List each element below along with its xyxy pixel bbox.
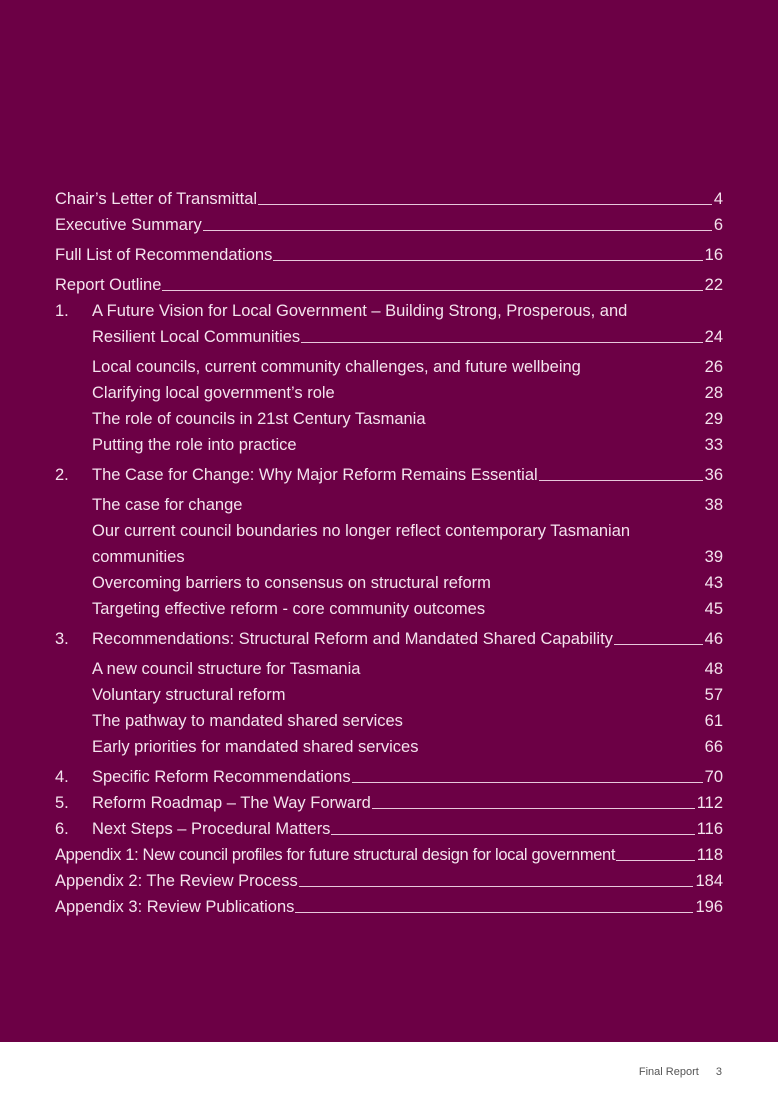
toc-subentry-title: The pathway to mandated shared services: [92, 712, 403, 730]
toc-entry-title: Chair’s Letter of Transmittal: [55, 190, 258, 208]
toc-chapter-5[interactable]: [55, 788, 723, 814]
toc-entry-executive-summary[interactable]: [55, 210, 723, 236]
toc-entry-title: Appendix 1: New council profiles for future structural design for local government: [55, 846, 616, 864]
toc-subentry-title: Local councils, current community challenges, and future wellbeing: [92, 358, 581, 376]
dot-leader: [616, 860, 695, 861]
toc-entry-page: 24: [704, 328, 723, 346]
footer-page-number: 3: [715, 1066, 722, 1078]
toc-subentry[interactable]: [55, 594, 723, 620]
toc-entry-letter[interactable]: [55, 184, 723, 210]
toc-entry-title: Executive Summary: [55, 216, 202, 234]
toc-subentry-page: 28: [704, 384, 723, 402]
toc-chapter-2[interactable]: [55, 460, 723, 486]
chapter-number: 6.: [55, 820, 69, 838]
toc-entry-title: Appendix 2: The Review Process: [55, 872, 298, 890]
toc-subentry-title: Overcoming barriers to consensus on structural reform: [92, 574, 491, 592]
chapter-number: 5.: [55, 794, 69, 812]
toc-entry-title: Specific Reform Recommendations: [92, 768, 351, 786]
toc-subentry-title: Putting the role into practice: [92, 436, 297, 454]
dot-leader: [539, 480, 703, 481]
toc-subentry-title: The case for change: [92, 496, 243, 514]
toc-subentry[interactable]: [55, 490, 723, 516]
toc-entry-page: 112: [696, 794, 723, 812]
toc-entry-page: 16: [704, 246, 723, 264]
toc-entry-page: 22: [704, 276, 723, 294]
toc-subentry-page: 66: [704, 738, 723, 756]
toc-entry-page: 196: [695, 898, 723, 916]
dot-leader: [331, 834, 694, 835]
toc-entry-report-outline[interactable]: [55, 270, 723, 296]
toc-entry-title: The Case for Change: Why Major Reform Remains Essential: [92, 466, 538, 484]
toc-chapter-1-line1[interactable]: [55, 296, 723, 322]
toc-subentry[interactable]: [55, 404, 723, 430]
dot-leader: [614, 644, 703, 645]
page-footer: [639, 1066, 722, 1078]
toc-subentry-page: 33: [704, 436, 723, 454]
toc-entry-page: 184: [695, 872, 723, 890]
dot-leader: [372, 808, 695, 809]
toc-chapter-6[interactable]: [55, 814, 723, 840]
dot-leader: [295, 912, 693, 913]
toc-chapter-1-line2[interactable]: [55, 322, 723, 348]
toc-entry-page: 36: [704, 466, 723, 484]
toc-subentry-page: 29: [704, 410, 723, 428]
toc-subentry-page: 38: [704, 496, 723, 514]
toc-entry-title: Full List of Recommendations: [55, 246, 273, 264]
toc-subentry[interactable]: [55, 430, 723, 456]
dot-leader: [162, 290, 702, 291]
dot-leader: [273, 260, 702, 261]
toc-subentry[interactable]: [55, 680, 723, 706]
toc-entry-page: 4: [713, 190, 723, 208]
toc-subentry-title: A new council structure for Tasmania: [92, 660, 361, 678]
dot-leader: [299, 886, 694, 887]
toc-subentry-title: Our current council boundaries no longer reflect contemporary Tasmanian: [92, 522, 631, 540]
toc-subentry[interactable]: [55, 706, 723, 732]
chapter-number: 1.: [55, 302, 69, 320]
toc-subentry-page: 45: [704, 600, 723, 618]
table-of-contents: [55, 184, 723, 918]
chapter-number: 3.: [55, 630, 69, 648]
toc-subentry-title: Targeting effective reform - core community outcomes: [92, 600, 486, 618]
toc-subentry-title: Clarifying local government’s role: [92, 384, 335, 402]
toc-subentry[interactable]: [55, 378, 723, 404]
toc-subentry-page: 43: [704, 574, 723, 592]
dot-leader: [352, 782, 703, 783]
toc-entry-page: 70: [704, 768, 723, 786]
toc-entry-title: A Future Vision for Local Government – Building Strong, Prosperous, and: [92, 302, 628, 320]
chapter-number: 2.: [55, 466, 69, 484]
chapter-number: 4.: [55, 768, 69, 786]
toc-subentry-page: 26: [704, 358, 723, 376]
toc-subentry-page: 39: [704, 548, 723, 566]
toc-appendix-3[interactable]: [55, 892, 723, 918]
toc-entry-title: Next Steps – Procedural Matters: [92, 820, 331, 838]
toc-entry-title: Resilient Local Communities: [92, 328, 301, 346]
toc-appendix-2[interactable]: [55, 866, 723, 892]
toc-chapter-4[interactable]: [55, 762, 723, 788]
toc-subentry-multiline-line1[interactable]: [55, 516, 723, 542]
toc-subentry[interactable]: [55, 654, 723, 680]
toc-appendix-1[interactable]: [55, 840, 723, 866]
dot-leader: [258, 204, 712, 205]
toc-subentry-title: communities: [92, 548, 185, 566]
footer-label: Final Report: [638, 1066, 699, 1078]
dot-leader: [301, 342, 702, 343]
toc-subentry-title: The role of councils in 21st Century Tasmania: [92, 410, 426, 428]
toc-entry-page: 6: [713, 216, 723, 234]
toc-subentry[interactable]: [55, 732, 723, 758]
toc-entry-recommendations-list[interactable]: [55, 240, 723, 266]
toc-subentry-page: 48: [704, 660, 723, 678]
toc-subentry-multiline-line2[interactable]: [55, 542, 723, 568]
toc-subentry[interactable]: [55, 352, 723, 378]
toc-subentry-page: 57: [704, 686, 723, 704]
toc-entry-page: 118: [696, 846, 723, 864]
toc-subentry-page: 61: [704, 712, 723, 730]
toc-entry-title: Report Outline: [55, 276, 162, 294]
toc-subentry-title: Early priorities for mandated shared services: [92, 738, 419, 756]
toc-entry-page: 116: [696, 820, 723, 838]
toc-entry-title: Appendix 3: Review Publications: [55, 898, 295, 916]
toc-subentry[interactable]: [55, 568, 723, 594]
toc-entry-title: Reform Roadmap – The Way Forward: [92, 794, 371, 812]
toc-entry-page: 46: [704, 630, 723, 648]
dot-leader: [203, 230, 712, 231]
toc-chapter-3[interactable]: [55, 624, 723, 650]
toc-entry-title: Recommendations: Structural Reform and Mandated Shared Capability: [92, 630, 613, 648]
toc-subentry-title: Voluntary structural reform: [92, 686, 286, 704]
